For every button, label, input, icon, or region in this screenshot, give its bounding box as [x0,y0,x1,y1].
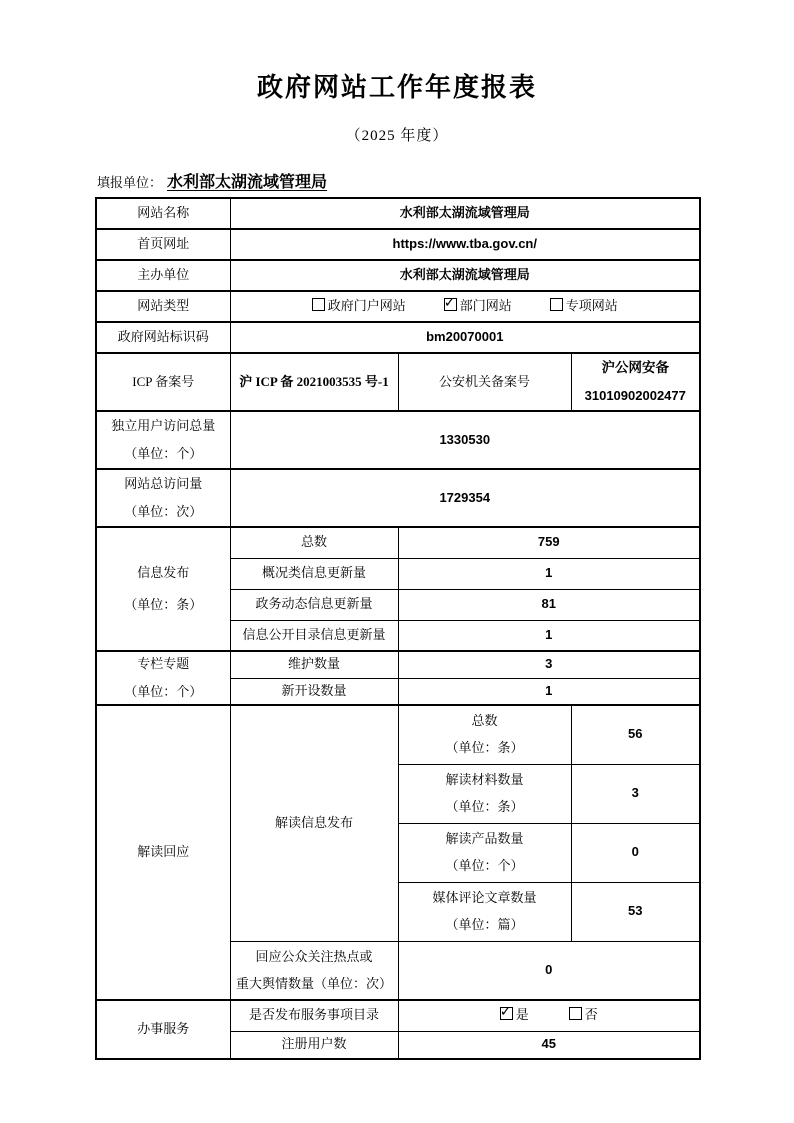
report-table [95,197,701,1060]
option-special-site [550,298,618,315]
row-site-name [96,198,700,229]
row-total-visits [96,469,700,527]
page-title: 政府网站工作年度报表 [256,73,537,102]
reporting-unit-label: 填报单位： [97,175,163,191]
registered-users-label-cell: 注册用户数 [230,1031,398,1059]
interpret-media-label-line1: 媒体评论文章数量 [432,889,537,905]
info-publish-group-label-cell [96,527,230,651]
topics-maintained-value-cell: 3 [398,651,700,678]
sponsor-value-cell: 水利部太湖流域管理局 [230,260,700,291]
option-portal-site-label: 政府门户网站 [327,298,406,314]
reporting-unit-line [97,172,794,194]
info-publish-catalog-value-cell: 1 [398,620,700,651]
total-visits-label-cell [96,469,230,527]
interpret-products-value-cell: 0 [571,823,700,882]
home-url-value-cell: https://www.tba.gov.cn/ [230,229,700,260]
info-publish-overview-value-cell: 1 [398,558,700,589]
unique-visitors-label-line1: 独立用户访问总量 [111,418,216,434]
services-catalog-options [402,1007,697,1024]
icp-label-cell: ICP 备案号 [96,353,230,411]
interpret-response-label-cell [230,941,398,1000]
interpret-group-label-cell: 解读回应 [96,705,230,1000]
site-name-value-cell: 水利部太湖流域管理局 [230,198,700,229]
interpret-materials-label-line2: （单位：条） [445,799,524,815]
checkbox-unchecked-icon [312,298,325,311]
topics-new-label-cell: 新开设数量 [230,678,398,705]
row-site-code [96,322,700,353]
interpret-total-value-cell: 56 [571,705,700,764]
interpret-materials-value-cell: 3 [571,764,700,823]
option-catalog-no [569,1007,598,1024]
info-publish-dynamic-label-cell: 政务动态信息更新量 [230,589,398,620]
info-publish-catalog-label-cell: 信息公开目录信息更新量 [230,620,398,651]
row-unique-visitors [96,411,700,469]
option-catalog-yes-label: 是 [515,1007,529,1023]
row-sponsor [96,260,700,291]
option-department-site-label: 部门网站 [459,298,512,314]
interpret-products-label-line1: 解读产品数量 [445,830,524,846]
interpret-materials-label-cell [398,764,571,823]
site-type-options [234,298,697,315]
info-publish-total-label-cell: 总数 [230,527,398,558]
info-publish-label-line1: 信息发布 [137,565,190,581]
services-catalog-label-cell: 是否发布服务事项目录 [230,1000,398,1031]
row-services-catalog [96,1000,700,1031]
interpret-media-label-line2: （单位：篇） [445,917,524,933]
page-subtitle: （2025 年度） [345,128,449,145]
info-publish-label-line2: （单位：条） [124,596,203,612]
checkbox-checked-icon [444,298,457,311]
interpret-response-label-line1: 回应公众关注热点或 [255,948,373,964]
interpret-total-label-line1: 总数 [471,713,498,729]
icp-value-cell: 沪 ICP 备 2021003535 号-1 [230,353,398,411]
police-record-value-line2: 31010902002477 [584,388,686,403]
site-type-label-cell: 网站类型 [96,291,230,322]
topics-group-label-cell [96,651,230,705]
row-icp [96,353,700,411]
row-topics-maintained [96,651,700,678]
interpret-response-label-line2: 重大舆情数量（单位：次） [235,975,392,991]
row-site-type [96,291,700,322]
row-home-url [96,229,700,260]
police-record-label-cell: 公安机关备案号 [398,353,571,411]
services-catalog-value-cell [398,1000,700,1031]
interpret-total-label-line2: （单位：条） [445,740,524,756]
option-catalog-yes [500,1007,529,1024]
total-visits-value-cell: 1729354 [230,469,700,527]
unique-visitors-label-cell [96,411,230,469]
interpret-products-label-cell [398,823,571,882]
site-code-label-cell: 政府网站标识码 [96,322,230,353]
option-catalog-no-label: 否 [584,1007,598,1023]
police-record-value-cell [571,353,700,411]
topics-new-value-cell: 1 [398,678,700,705]
interpret-total-label-cell [398,705,571,764]
unique-visitors-value-cell: 1330530 [230,411,700,469]
topics-label-line2: （单位：个） [124,683,203,699]
interpret-publish-label-cell: 解读信息发布 [230,705,398,941]
option-portal-site [312,298,406,315]
info-publish-total-value-cell: 759 [398,527,700,558]
row-info-publish-total [96,527,700,558]
topics-maintained-label-cell: 维护数量 [230,651,398,678]
checkbox-unchecked-icon [569,1007,582,1020]
total-visits-label-line1: 网站总访问量 [124,476,203,492]
sponsor-label-cell: 主办单位 [96,260,230,291]
interpret-materials-label-line1: 解读材料数量 [445,771,524,787]
reporting-unit-value: 水利部太湖流域管理局 [167,174,328,192]
site-type-options-cell [230,291,700,322]
registered-users-value-cell: 45 [398,1031,700,1059]
checkbox-unchecked-icon [550,298,563,311]
option-department-site [444,298,512,315]
checkbox-checked-icon [500,1007,513,1020]
interpret-media-value-cell: 53 [571,882,700,941]
info-publish-overview-label-cell: 概况类信息更新量 [230,558,398,589]
police-record-value-line1: 沪公网安备 [601,360,670,376]
interpret-media-label-cell [398,882,571,941]
home-url-label-cell: 首页网址 [96,229,230,260]
interpret-products-label-line2: （单位：个） [445,858,524,874]
services-group-label-cell: 办事服务 [96,1000,230,1059]
site-code-value-cell: bm20070001 [230,322,700,353]
row-interpret-total [96,705,700,764]
info-publish-dynamic-value-cell: 81 [398,589,700,620]
topics-label-line1: 专栏专题 [137,656,190,672]
interpret-response-value-cell: 0 [398,941,700,1000]
site-name-label-cell: 网站名称 [96,198,230,229]
option-special-site-label: 专项网站 [565,298,618,314]
total-visits-label-line2: （单位：次） [124,503,203,519]
unique-visitors-label-line2: （单位：个） [124,445,203,461]
